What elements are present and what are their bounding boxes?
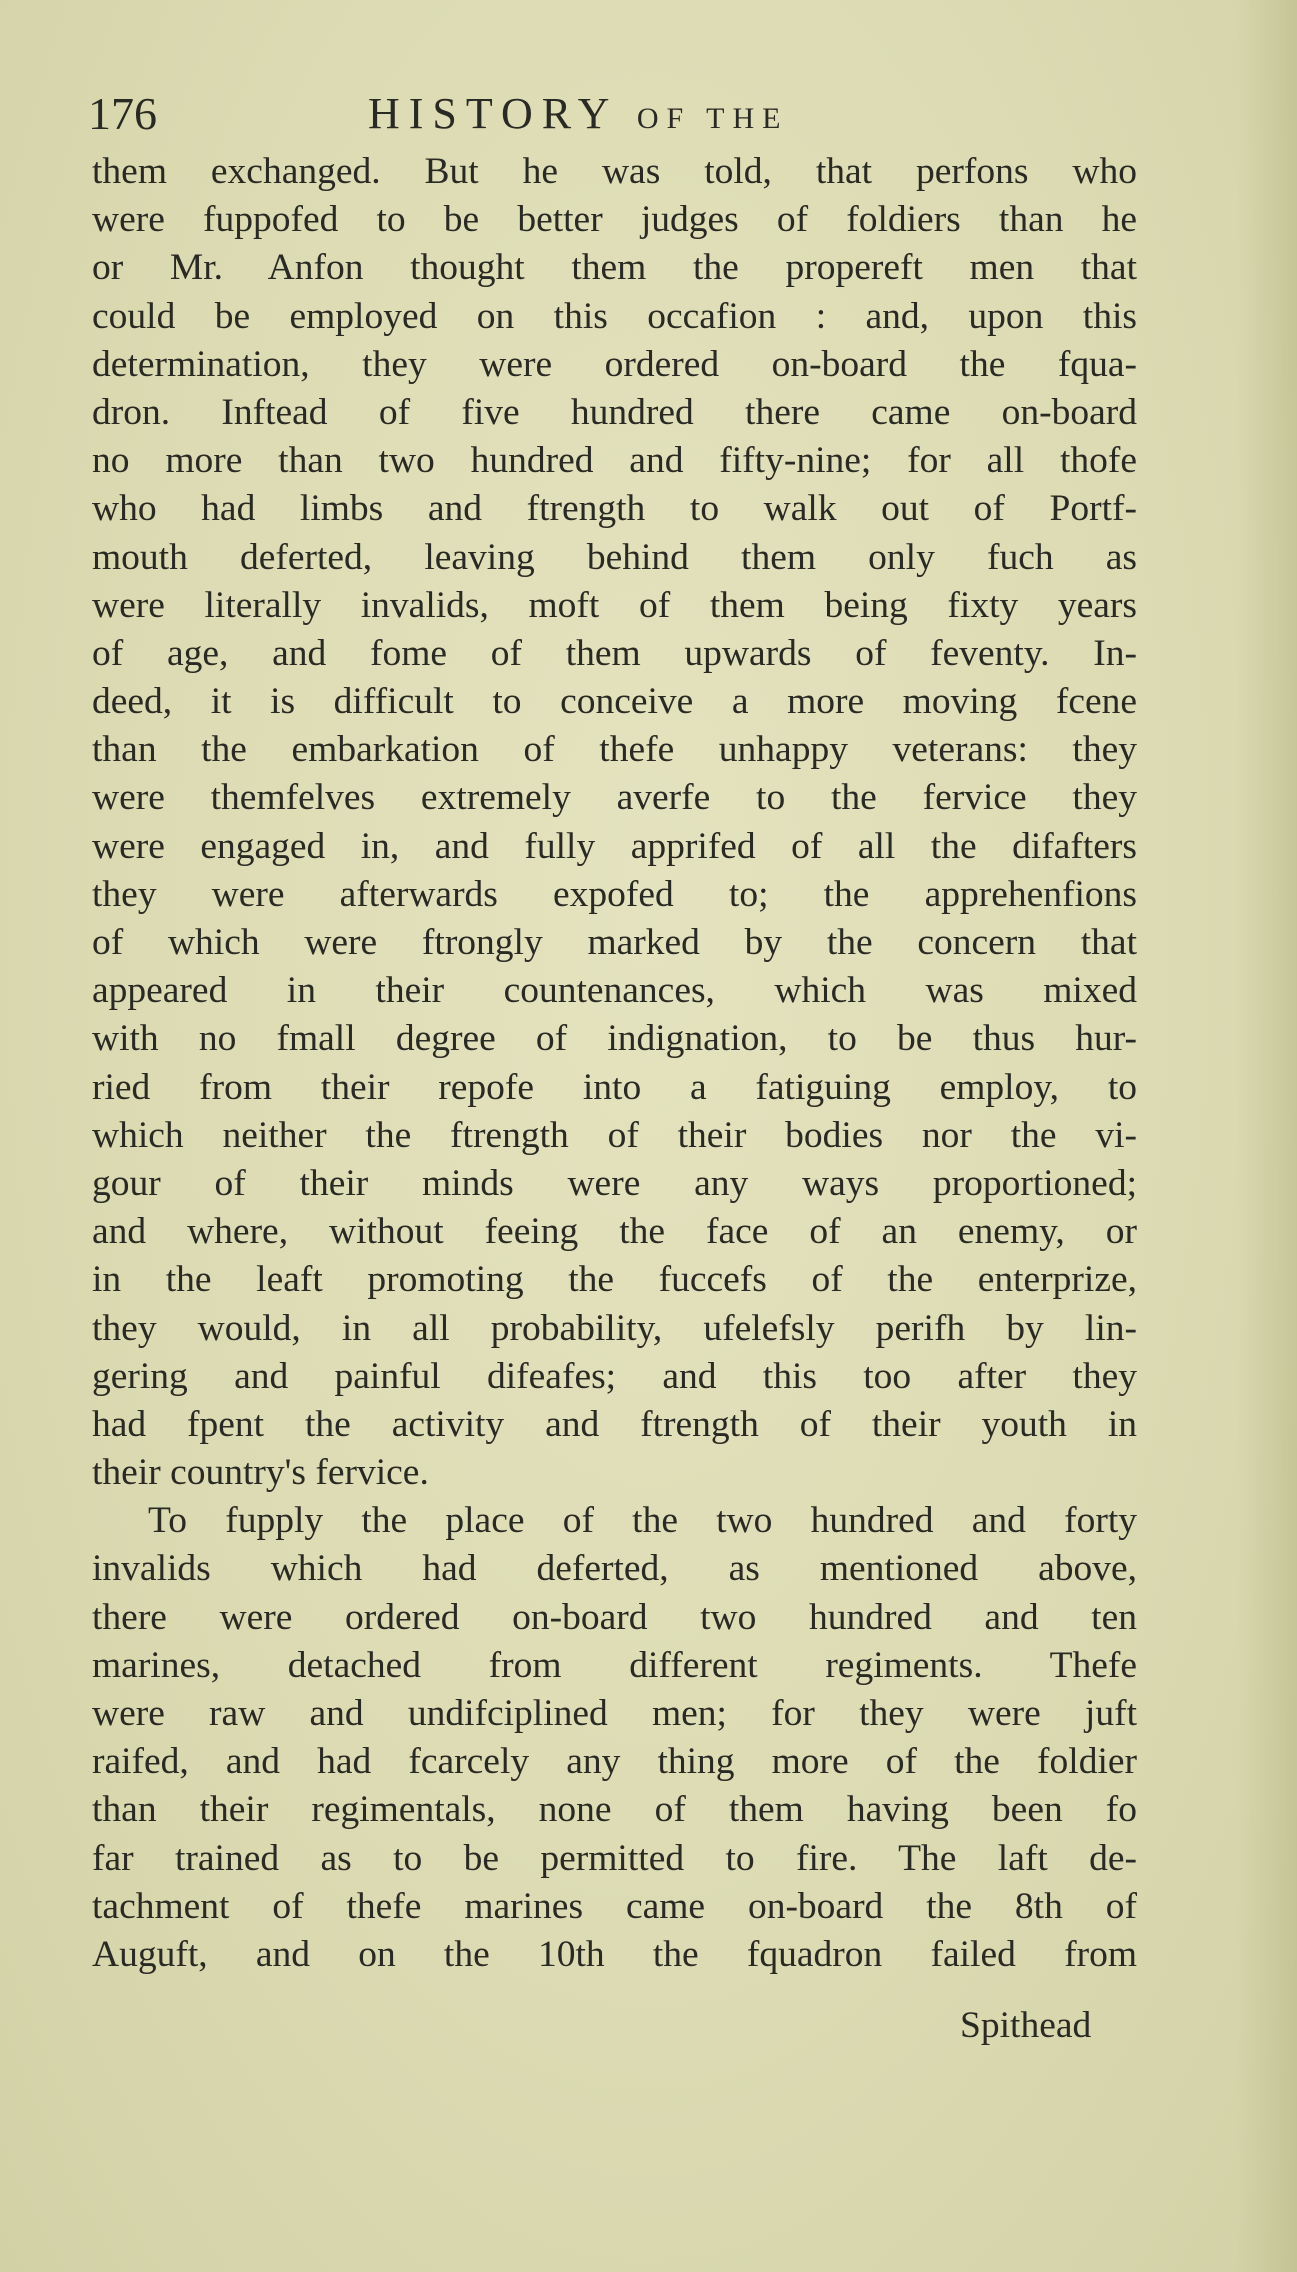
text-line: or Mr. Anfon thought them the propereft men that (92, 247, 1137, 289)
text-line: far trained as to be permitted to fire. The laft de- (92, 1837, 1137, 1879)
text-line: were literally invalids, moft of them being fixty years (92, 584, 1137, 626)
text-line: determination, they were ordered on-board the fqua- (92, 343, 1137, 385)
text-line: they were afterwards expofed to; the apprehenfions (92, 873, 1137, 915)
text-line: were raw and undifciplined men; for they were juft (92, 1693, 1137, 1734)
page-edge-shadow (1237, 0, 1297, 2272)
text-line: of age, and fome of them upwards of feventy. In- (92, 632, 1137, 674)
text-line-paragraph-start: To fupply the place of the two hundred and forty (148, 1500, 1137, 1542)
text-line: were fuppofed to be better judges of foldiers than he (92, 199, 1137, 241)
text-line: they would, in all probability, ufelefsly perifh by lin- (92, 1307, 1137, 1349)
text-line: in the leaft promoting the fuccefs of the enterprize, (92, 1259, 1137, 1301)
text-line: tachment of thefe marines came on-board the 8th of (92, 1885, 1137, 1927)
text-line: deed, it is difficult to conceive a more moving fcene (92, 681, 1137, 723)
text-line: with no fmall degree of indignation, to be thus hur- (92, 1018, 1137, 1060)
text-line: raifed, and had fcarcely any thing more of the foldier (92, 1741, 1137, 1783)
text-line: which neither the ftrength of their bodies nor the vi- (92, 1114, 1137, 1156)
text-line: no more than two hundred and fifty-nine; for all thofe (92, 440, 1137, 482)
text-line: could be employed on this occafion : and, upon this (92, 295, 1137, 337)
text-line: and where, without feeing the face of an enemy, or (92, 1211, 1137, 1253)
text-line: were engaged in, and fully apprifed of all the difafters (92, 825, 1137, 867)
text-line: were themfelves extremely averfe to the fervice they (92, 777, 1137, 819)
running-head-small: OF THE (636, 102, 789, 135)
body-text (92, 148, 1137, 1979)
page-header (88, 84, 1148, 144)
text-line: gour of their minds were any ways proportioned; (92, 1162, 1137, 1204)
text-line: appeared in their countenances, which was mixed (92, 970, 1137, 1012)
text-line: invalids which had deferted, as mentioned above, (92, 1548, 1137, 1590)
text-line: mouth deferted, leaving behind them only fuch as (92, 536, 1137, 578)
text-line: than their regimentals, none of them having been fo (92, 1789, 1137, 1831)
text-line: them exchanged. But he was told, that perfons who (92, 151, 1137, 192)
text-line: ried from their repofe into a fatiguing employ, to (92, 1066, 1137, 1108)
running-head (368, 84, 788, 149)
text-line: of which were ftrongly marked by the concern that (92, 922, 1137, 963)
catchword: Spithead (960, 2005, 1092, 2046)
text-line: their country's fervice. (92, 1452, 429, 1494)
text-line: than the embarkation of thefe unhappy veterans: they (92, 729, 1137, 771)
page-number: 176 (88, 88, 157, 139)
text-line: gering and painful difeafes; and this too after they (92, 1355, 1137, 1397)
text-line: marines, detached from different regiments. Thefe (92, 1644, 1137, 1686)
running-head-main: HISTORY (368, 89, 617, 138)
text-line: who had limbs and ftrength to walk out of Portf- (92, 488, 1137, 530)
text-line: there were ordered on-board two hundred and ten (92, 1596, 1137, 1638)
text-line: Auguft, and on the 10th the fquadron failed from (92, 1933, 1137, 1975)
text-line: had fpent the activity and ftrength of their youth in (92, 1403, 1137, 1445)
text-line: dron. Inftead of five hundred there came on-board (92, 391, 1137, 433)
